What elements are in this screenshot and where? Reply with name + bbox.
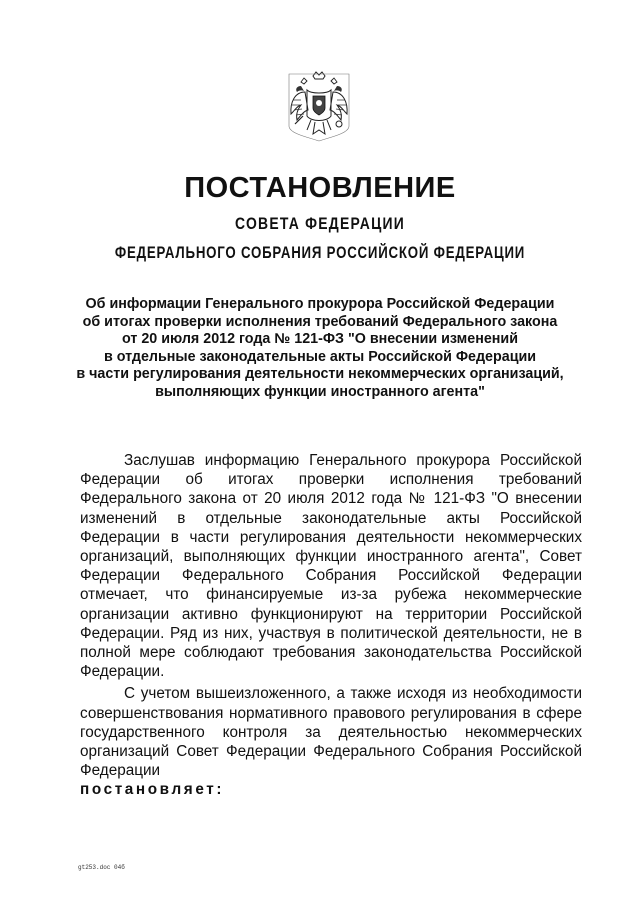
resolves-word: постановляет: <box>80 781 225 799</box>
body-paragraph-1: Заслушав информацию Генерального прокурора Российской Федерации об итогах проверки исполнения требований Федерального закона от 20 июля 2012 года № 121-ФЗ "О внесении изменений в отдельные законодательные акты Российской Федерации в части регулирования деятельности некоммерческих организаций, выполняющих функции иностранного агента", Совет Федерации Федерального Собрания Российской Федерации отмечает, что финансируемые из-за рубежа некоммерческие организации активно функционируют на территории Российской Федерации. Ряд из них, участвуя в политической деятельности, не в полной мере соблюдают требования законодательства Российской Федерации. <box>80 452 582 681</box>
document-file-code: gt253.doc 04б <box>78 864 125 871</box>
document-type-title: ПОСТАНОВЛЕНИЕ <box>184 172 456 204</box>
subject-line: в части регулирования деятельности некоммерческих организаций, <box>76 366 564 383</box>
subject-line: Об информации Генерального прокурора Российской Федерации <box>85 296 555 312</box>
resolution-subject <box>60 296 580 402</box>
subject-line: в отдельные законодательные акты Российской Федерации <box>103 348 537 365</box>
subject-line: от 20 июля 2012 года № 121-ФЗ "О внесении изменений <box>121 331 519 348</box>
issuing-body-line: СОВЕТА ФЕДЕРАЦИИ <box>235 214 405 233</box>
subject-line: выполняющих функции иностранного агента" <box>155 383 485 400</box>
issuing-body-full-name: ФЕДЕРАЛЬНОГО СОБРАНИЯ РОССИЙСКОЙ ФЕДЕРАЦИИ <box>114 243 526 262</box>
double-headed-eagle-emblem-icon <box>287 70 351 142</box>
resolution-body <box>80 451 582 800</box>
body-paragraph-2: С учетом вышеизложенного, а также исходя из необходимости совершенствования нормативного правового регулирования в сфере государственного контроля за деятельностью некоммерческих организаций Совет Федерации Федерального Собрания Российской Федерации <box>80 685 582 780</box>
subject-line: об итогах проверки исполнения требований Федерального закона <box>82 313 558 330</box>
